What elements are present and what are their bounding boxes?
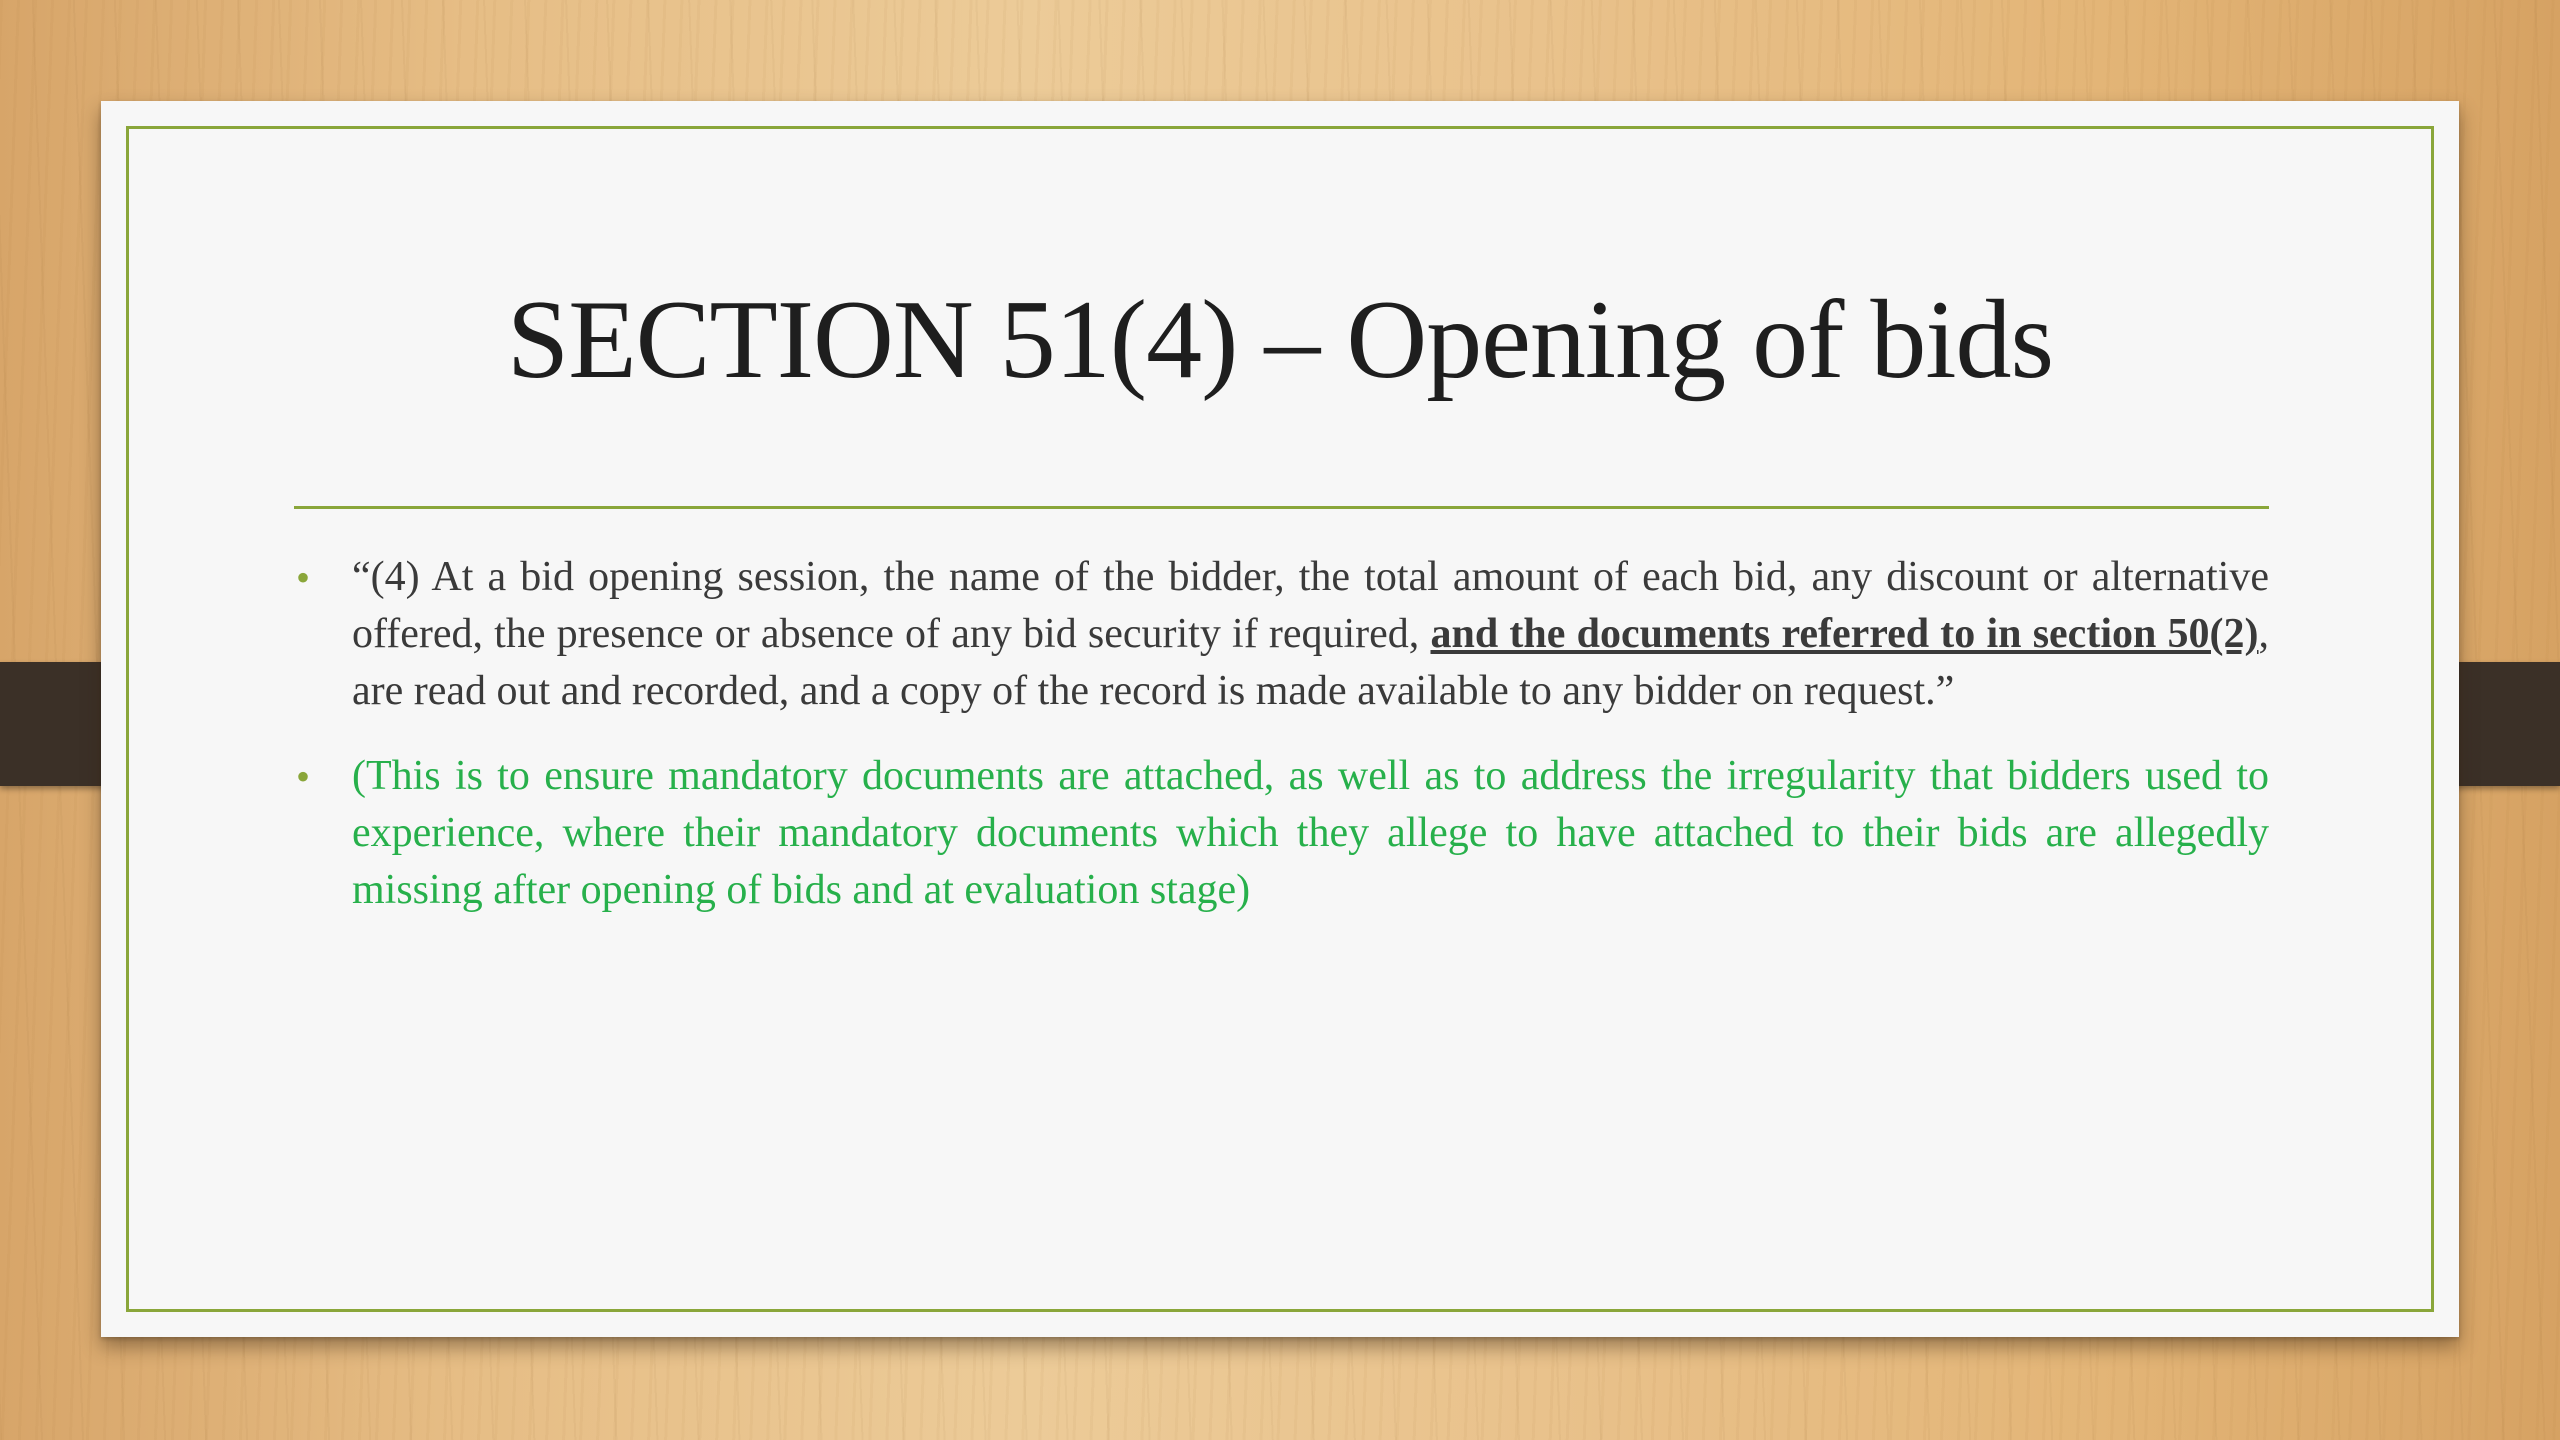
note-text: (This is to ensure mandatory documents are attached, as well as to address the irregularity that bidders used to experience, where their mandatory documents which they allege to have attached to their bids are allegedly missing after opening of bids and at evaluation stage) — [352, 753, 2269, 913]
bullet-icon: • — [296, 754, 311, 799]
quote-text-after: , are read out and recorded, and a copy of the record is made available to any bidder on request.” — [352, 611, 2270, 714]
quote-emphasis: and the documents referred to in section 50(2) — [1430, 611, 2259, 657]
bullet-icon: • — [296, 555, 311, 600]
bullet-list — [294, 549, 2269, 947]
quote-text-before: “(4) At a bid opening session, the name of the bidder, the total amount of each bid, any discount or alternative offered, the presence or absence of any bid security if required, — [352, 554, 2269, 657]
slide — [101, 101, 2459, 1337]
slide-title: SECTION 51(4) – Opening of bids — [506, 278, 2054, 402]
bullet-item-quote — [294, 549, 2269, 720]
bullet-item-note — [294, 748, 2269, 919]
title-divider — [294, 506, 2269, 509]
